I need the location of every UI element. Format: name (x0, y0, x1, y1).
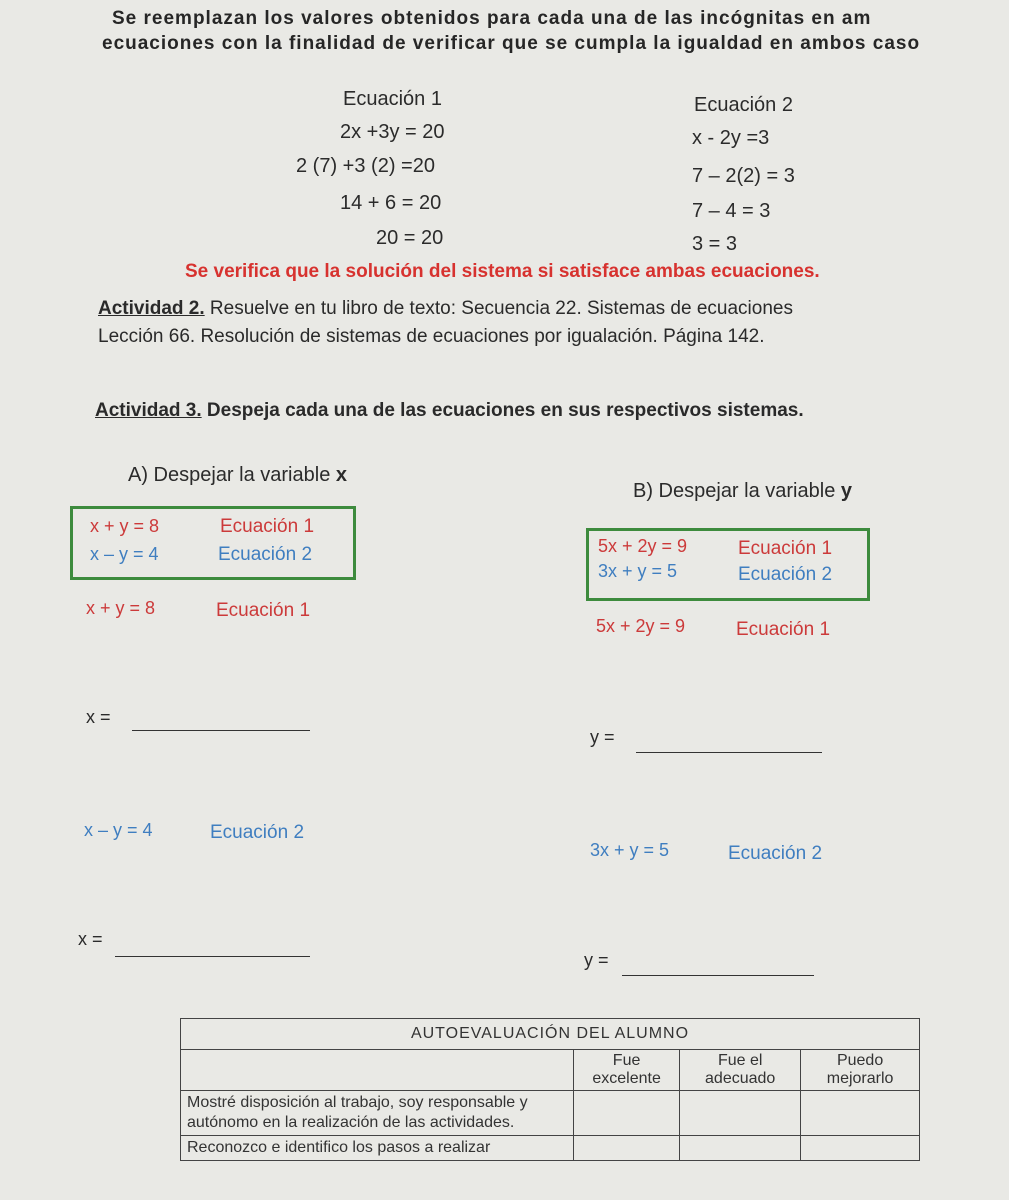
part-a-title-text: A) Despejar la variable (128, 464, 336, 486)
part-a-step2-answer-line[interactable] (115, 956, 310, 957)
table-row (181, 1091, 920, 1136)
part-b-step2-answer-label: y = (584, 950, 609, 970)
column-header-excellent: Fue excelente (574, 1050, 680, 1091)
criterion-2: Reconozco e identifico los pasos a realizar (181, 1136, 574, 1161)
part-b-title (633, 480, 852, 503)
intro-line-2: ecuaciones con la finalidad de verificar que se cumpla la igualdad en ambos caso (102, 33, 921, 54)
eq1-line-3: 14 + 6 = 20 (340, 192, 442, 214)
part-b-box-label-2: Ecuación 2 (738, 564, 833, 585)
part-b-box-eq-1: 5x + 2y = 9 (598, 536, 688, 556)
eq2-line-2: 7 – 2(2) = 3 (692, 165, 795, 187)
eq1-line-4: 20 = 20 (376, 227, 444, 249)
criterion-2-excellent-cell[interactable] (574, 1136, 680, 1161)
part-a-box-eq-2: x – y = 4 (90, 544, 159, 564)
eq2-line-4: 3 = 3 (692, 233, 738, 255)
eq2-line-1: x - 2y =3 (692, 127, 770, 149)
part-a-box-eq-1: x + y = 8 (90, 516, 160, 536)
table-title: AUTOEVALUACIÓN DEL ALUMNO (181, 1019, 920, 1050)
part-b-step2-answer-line[interactable] (622, 975, 814, 976)
criterion-2-adequate-cell[interactable] (680, 1136, 801, 1161)
criterion-1-improve-cell[interactable] (801, 1091, 920, 1136)
part-a-step2-answer-label: x = (78, 929, 103, 949)
part-a-step2-eq: x – y = 4 (84, 820, 153, 840)
column-header-improve: Puedo mejorarlo (801, 1050, 920, 1091)
part-b-title-text: B) Despejar la variable (633, 480, 841, 502)
eq1-line-2: 2 (7) +3 (2) =20 (296, 155, 435, 177)
eq2-line-3: 7 – 4 = 3 (692, 200, 771, 222)
column-header-adequate: Fue el adecuado (680, 1050, 801, 1091)
part-a-step1-answer-line[interactable] (132, 730, 310, 731)
part-b-step1-answer-line[interactable] (636, 752, 822, 753)
activity-2-label: Actividad 2. (98, 298, 205, 319)
eq2-header: Ecuación 2 (694, 94, 793, 116)
part-a-step1-answer-label: x = (86, 707, 111, 727)
part-a-variable: x (335, 464, 347, 486)
part-b-step2-eq: 3x + y = 5 (590, 840, 670, 860)
activity-2-line-1 (98, 298, 793, 320)
activity-2-text-1: Resuelve en tu libro de texto: Secuencia 22. Sistemas de ecuaciones (204, 298, 793, 319)
part-b-step1-label: Ecuación 1 (736, 619, 831, 640)
table-row (181, 1136, 920, 1161)
part-b-variable: y (840, 480, 852, 502)
criterion-1: Mostré disposición al trabajo, soy responsable y autónomo en la realización de las actividades. (181, 1091, 574, 1136)
activity-3-label: Actividad 3. (95, 400, 202, 421)
part-a-box-label-1: Ecuación 1 (220, 516, 315, 537)
table-header-blank (181, 1050, 574, 1091)
part-a-step1-eq: x + y = 8 (86, 598, 156, 618)
verification-conclusion: Se verifica que la solución del sistema si satisface ambas ecuaciones. (185, 261, 820, 282)
part-a-box-label-2: Ecuación 2 (218, 544, 313, 565)
part-b-step2-label: Ecuación 2 (728, 843, 823, 864)
eq1-line-1: 2x +3y = 20 (340, 121, 445, 143)
criterion-2-improve-cell[interactable] (801, 1136, 920, 1161)
intro-line-1: Se reemplazan los valores obtenidos para cada una de las incógnitas en am (112, 8, 872, 29)
self-evaluation-table (180, 1018, 920, 1161)
part-a-title (128, 464, 347, 487)
activity-2-line-2: Lección 66. Resolución de sistemas de ecuaciones por igualación. Página 142. (98, 326, 765, 347)
criterion-1-adequate-cell[interactable] (680, 1091, 801, 1136)
part-b-step1-answer-label: y = (590, 727, 615, 747)
part-b-box-eq-2: 3x + y = 5 (598, 561, 678, 581)
part-b-step1-eq: 5x + 2y = 9 (596, 616, 686, 636)
criterion-1-excellent-cell[interactable] (574, 1091, 680, 1136)
eq1-header: Ecuación 1 (343, 88, 442, 110)
activity-3-line (95, 400, 804, 422)
part-a-step2-label: Ecuación 2 (210, 822, 305, 843)
part-b-box-label-1: Ecuación 1 (738, 538, 833, 559)
activity-3-text: Despeja cada una de las ecuaciones en sus respectivos sistemas. (201, 400, 804, 421)
part-a-step1-label: Ecuación 1 (216, 600, 311, 621)
